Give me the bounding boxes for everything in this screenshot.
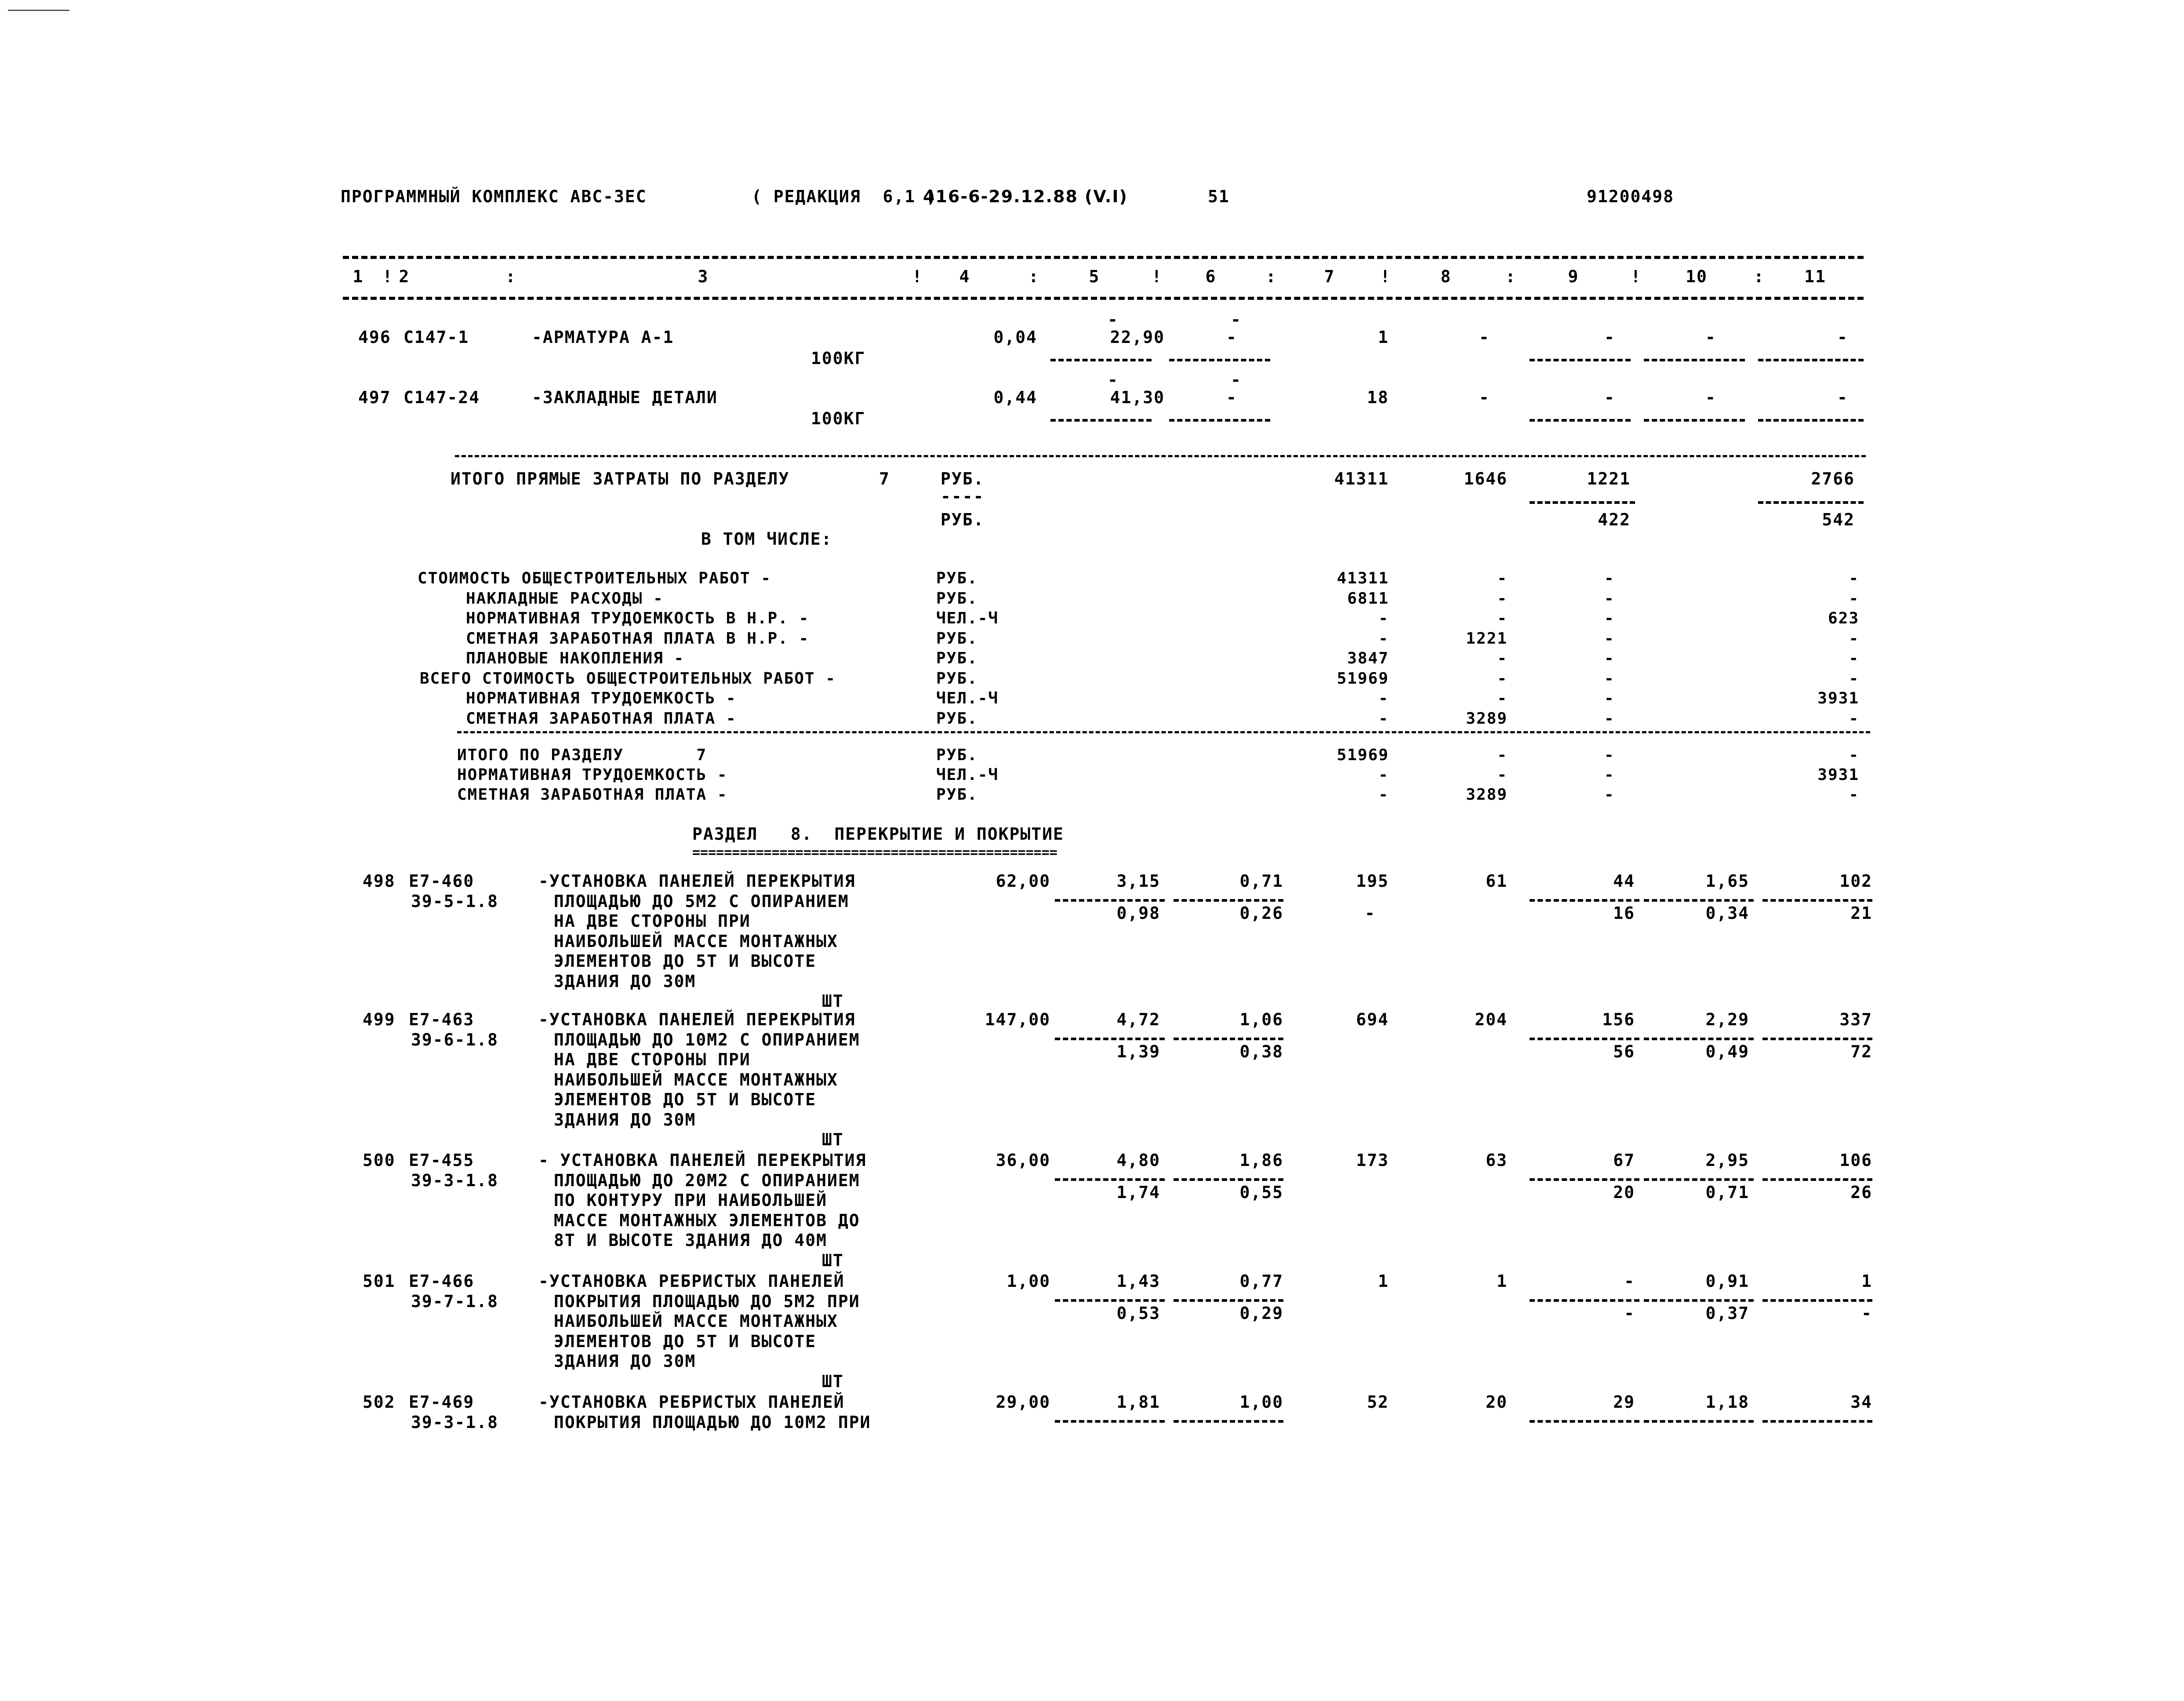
- column-header-8: 8: [1440, 267, 1452, 286]
- item-c10b: 0,71: [1705, 1183, 1749, 1202]
- item-c9: 29: [1613, 1392, 1635, 1412]
- breakdown-c7: 6811: [1347, 589, 1389, 608]
- breakdown-c8: 1221: [1466, 629, 1508, 648]
- item-underline: [1530, 1420, 1639, 1423]
- breakdown-c8: -: [1497, 609, 1508, 627]
- breakdown-unit: РУБ.: [936, 709, 978, 728]
- totals-unit2: РУБ.: [941, 510, 985, 529]
- material-c8: -: [1479, 388, 1490, 407]
- section-total-c8: 3289: [1466, 786, 1508, 804]
- item-c6: 1,00: [1239, 1392, 1283, 1412]
- item-c6b: 0,26: [1239, 903, 1283, 923]
- section-total-c9: -: [1604, 746, 1615, 764]
- item-c7: 694: [1356, 1010, 1389, 1029]
- breakdown-c11: -: [1849, 589, 1859, 608]
- item-description-line: -УСТАНОВКА РЕБРИСТЫХ ПАНЕЛЕЙ: [538, 1271, 845, 1291]
- column-header-5: 5: [1089, 267, 1100, 286]
- totals-unit-dash: ----: [941, 487, 985, 506]
- item-c8: 1: [1497, 1271, 1508, 1291]
- material-c8: -: [1479, 328, 1490, 347]
- section-total-unit: РУБ.: [936, 786, 978, 804]
- item-c6: 0,77: [1239, 1271, 1283, 1291]
- item-c5: 3,15: [1116, 871, 1160, 891]
- material-name: -АРМАТУРА А-1: [532, 328, 674, 347]
- material-unit: 100КГ: [811, 409, 866, 428]
- material-underline: [1644, 419, 1745, 422]
- column-separator: !: [912, 267, 923, 286]
- material-c6-value-dash: -: [1226, 328, 1237, 347]
- section-total-unit: ЧЕЛ.-Ч: [936, 766, 999, 784]
- breakdown-label: СТОИМОСТЬ ОБЩЕСТРОИТЕЛЬНЫХ РАБОТ -: [418, 569, 771, 587]
- material-c6-value-dash: -: [1226, 388, 1237, 407]
- breakdown-unit: РУБ.: [936, 669, 978, 688]
- item-unit: ШТ: [822, 1130, 844, 1149]
- totals-c11-underline: [1758, 501, 1864, 504]
- material-c9: -: [1604, 388, 1615, 407]
- item-underline: [1055, 1299, 1165, 1302]
- item-c5: 4,72: [1116, 1010, 1160, 1029]
- item-c5b: 1,74: [1116, 1183, 1160, 1202]
- document-number: 91200498: [1587, 187, 1675, 206]
- item-c11: 106: [1839, 1151, 1872, 1170]
- item-norm: 39-3-1.8: [411, 1170, 499, 1190]
- item-underline: [1055, 1038, 1165, 1040]
- breakdown-unit: РУБ.: [936, 629, 978, 648]
- item-c9: -: [1624, 1271, 1635, 1291]
- material-unit: 100КГ: [811, 349, 866, 368]
- item-c6: 1,86: [1239, 1151, 1283, 1170]
- breakdown-c9: -: [1604, 569, 1615, 587]
- item-description-line: ПО КОНТУРУ ПРИ НАИБОЛЬШЕЙ: [554, 1191, 827, 1210]
- item-description-line: МАССЕ МОНТАЖНЫХ ЭЛЕМЕНТОВ ДО: [554, 1210, 860, 1230]
- item-c10b: 0,49: [1705, 1042, 1749, 1061]
- item-c5b: 1,39: [1116, 1042, 1160, 1061]
- breakdown-c9: -: [1604, 669, 1615, 688]
- item-underline: [1530, 1038, 1639, 1040]
- item-description-line: -УСТАНОВКА РЕБРИСТЫХ ПАНЕЛЕЙ: [538, 1392, 845, 1412]
- breakdown-label: СМЕТНАЯ ЗАРАБОТНАЯ ПЛАТА -: [466, 709, 737, 728]
- material-underline: [1758, 419, 1864, 422]
- item-c7b: -: [1365, 903, 1376, 923]
- item-description-line: ЗДАНИЯ ДО 30М: [554, 1351, 696, 1371]
- material-underline: [1169, 359, 1270, 361]
- item-underline: [1055, 1420, 1165, 1423]
- breakdown-c9: -: [1604, 709, 1615, 728]
- item-description-line: НА ДВЕ СТОРОНЫ ПРИ: [554, 1050, 751, 1069]
- totals-c11: 2766: [1811, 469, 1855, 488]
- item-c11b: 72: [1850, 1042, 1872, 1061]
- item-underline: [1174, 1178, 1283, 1181]
- section-total-c7: -: [1378, 786, 1389, 804]
- handwritten-edition: 416-6-29.12.88 (V.I): [923, 187, 1128, 206]
- material-c5-dash: -: [1108, 310, 1119, 329]
- item-qty: 147,00: [985, 1010, 1050, 1029]
- section-total-c8: -: [1497, 766, 1508, 784]
- item-underline: [1174, 1299, 1283, 1302]
- item-underline: [1530, 899, 1639, 902]
- section-total-c11: -: [1849, 786, 1859, 804]
- breakdown-c11: 3931: [1817, 689, 1859, 707]
- breakdown-c9: -: [1604, 609, 1615, 627]
- breakdown-c11: -: [1849, 709, 1859, 728]
- totals-c11b: 542: [1822, 510, 1855, 529]
- material-c11: -: [1837, 328, 1848, 347]
- material-number: 496: [358, 328, 391, 347]
- section-total-c9: -: [1604, 766, 1615, 784]
- item-c11: 34: [1850, 1392, 1872, 1412]
- breakdown-c7: 51969: [1337, 669, 1389, 688]
- item-c8: 20: [1486, 1392, 1508, 1412]
- material-qty: 0,04: [993, 328, 1037, 347]
- column-separator: :: [1754, 267, 1765, 286]
- material-c5-dash: -: [1108, 370, 1119, 390]
- breakdown-c7: 3847: [1347, 649, 1389, 667]
- item-description-line: 8Т И ВЫСОТЕ ЗДАНИЯ ДО 40М: [554, 1231, 827, 1250]
- item-description-line: ЭЛЕМЕНТОВ ДО 5Т И ВЫСОТЕ: [554, 1331, 817, 1351]
- column-separator: !: [1152, 267, 1163, 286]
- header-bottom-rule: [343, 297, 1864, 300]
- material-qty: 0,44: [993, 388, 1037, 407]
- section-total-c11: -: [1849, 746, 1859, 764]
- section-total-top-rule: [457, 731, 1870, 733]
- item-underline: [1055, 1178, 1165, 1181]
- section-total-c7: 51969: [1337, 746, 1389, 764]
- breakdown-label: НОРМАТИВНАЯ ТРУДОЕМКОСТЬ В Н.Р. -: [466, 609, 810, 627]
- item-underline: [1644, 1420, 1754, 1423]
- item-unit: ШТ: [822, 991, 844, 1011]
- column-separator: :: [505, 267, 516, 286]
- item-description-line: -УСТАНОВКА ПАНЕЛЕЙ ПЕРЕКРЫТИЯ: [538, 1010, 856, 1029]
- material-c7: 18: [1367, 388, 1389, 407]
- column-header-9: 9: [1568, 267, 1579, 286]
- item-c10: 1,18: [1705, 1392, 1749, 1412]
- item-underline: [1762, 899, 1872, 902]
- item-qty: 36,00: [996, 1151, 1050, 1170]
- item-description-line: ПЛОЩАДЬЮ ДО 10М2 С ОПИРАНИЕМ: [554, 1030, 860, 1049]
- item-c10b: 0,34: [1705, 903, 1749, 923]
- program-name: ПРОГРАММНЫЙ КОМПЛЕКС АВС-3ЕС: [341, 187, 647, 206]
- column-header-10: 10: [1686, 267, 1708, 286]
- material-c10: -: [1705, 328, 1716, 347]
- section-total-c11: 3931: [1817, 766, 1859, 784]
- column-separator: !: [1380, 267, 1391, 286]
- item-c5: 1,81: [1116, 1392, 1160, 1412]
- item-c5: 4,80: [1116, 1151, 1160, 1170]
- material-price: 22,90: [1110, 328, 1165, 347]
- breakdown-unit: ЧЕЛ.-Ч: [936, 689, 999, 707]
- breakdown-c9: -: [1604, 649, 1615, 667]
- column-separator: !: [382, 267, 393, 286]
- totals-unit: РУБ.: [941, 469, 985, 488]
- totals-c8: 1646: [1464, 469, 1508, 488]
- item-number: 501: [363, 1271, 396, 1291]
- item-c7: 173: [1356, 1151, 1389, 1170]
- item-underline: [1055, 899, 1165, 902]
- item-norm: 39-7-1.8: [411, 1291, 499, 1311]
- item-c8: 63: [1486, 1151, 1508, 1170]
- item-c6b: 0,38: [1239, 1042, 1283, 1061]
- item-underline: [1530, 1178, 1639, 1181]
- page-number: 51: [1208, 187, 1230, 206]
- item-norm: 39-6-1.8: [411, 1030, 499, 1049]
- material-code: С147-1: [403, 328, 469, 347]
- item-underline: [1174, 1420, 1283, 1423]
- column-header-2: 2: [399, 267, 410, 286]
- item-c9: 44: [1613, 871, 1635, 891]
- breakdown-label: ПЛАНОВЫЕ НАКОПЛЕНИЯ -: [466, 649, 685, 667]
- item-norm: 39-5-1.8: [411, 891, 499, 911]
- item-c8: 204: [1475, 1010, 1508, 1029]
- header-top-rule: [343, 256, 1864, 259]
- item-unit: ШТ: [822, 1371, 844, 1391]
- item-c9: 156: [1602, 1010, 1635, 1029]
- item-underline: [1644, 899, 1754, 902]
- section8-underline: ==============================================: [692, 845, 1057, 860]
- item-c10: 2,29: [1705, 1010, 1749, 1029]
- breakdown-unit: ЧЕЛ.-Ч: [936, 609, 999, 627]
- breakdown-c9: -: [1604, 689, 1615, 707]
- item-c11b: 26: [1850, 1183, 1872, 1202]
- column-header-6: 6: [1205, 267, 1217, 286]
- material-underline: [1758, 359, 1864, 361]
- material-c6-dash: -: [1231, 370, 1242, 390]
- totals-label: ИТОГО ПРЯМЫЕ ЗАТРАТЫ ПО РАЗДЕЛУ: [451, 469, 790, 488]
- item-c6: 0,71: [1239, 871, 1283, 891]
- item-underline: [1174, 1038, 1283, 1040]
- item-description-line: ПОКРЫТИЯ ПЛОЩАДЬЮ ДО 5М2 ПРИ: [554, 1291, 860, 1311]
- edition: ( РЕДАКЦИЯ 6,1 ): [752, 187, 938, 206]
- section-total-label: НОРМАТИВНАЯ ТРУДОЕМКОСТЬ -: [457, 766, 728, 784]
- item-c11b: -: [1861, 1304, 1872, 1323]
- item-c10b: 0,37: [1705, 1304, 1749, 1323]
- material-underline: [1644, 359, 1745, 361]
- breakdown-c8: -: [1497, 589, 1508, 608]
- column-separator: :: [1266, 267, 1277, 286]
- breakdown-c7: -: [1378, 689, 1389, 707]
- column-separator: :: [1505, 267, 1516, 286]
- breakdown-unit: РУБ.: [936, 569, 978, 587]
- scan-corner-mark: [8, 10, 69, 11]
- item-c7: 195: [1356, 871, 1389, 891]
- item-description-line: ЗДАНИЯ ДО 30М: [554, 971, 696, 991]
- item-c7: 52: [1367, 1392, 1389, 1412]
- breakdown-unit: РУБ.: [936, 589, 978, 608]
- item-c11: 102: [1839, 871, 1872, 891]
- totals-c9: 1221: [1587, 469, 1631, 488]
- breakdown-c8: -: [1497, 649, 1508, 667]
- column-header-3: 3: [698, 267, 709, 286]
- item-description-line: - УСТАНОВКА ПАНЕЛЕЙ ПЕРЕКРЫТИЯ: [538, 1151, 867, 1170]
- material-underline: [1530, 359, 1631, 361]
- item-c6b: 0,55: [1239, 1183, 1283, 1202]
- item-underline: [1644, 1178, 1754, 1181]
- item-underline: [1530, 1299, 1639, 1302]
- section-total-c8: -: [1497, 746, 1508, 764]
- item-code: Е7-455: [409, 1151, 475, 1170]
- breakdown-label: НАКЛАДНЫЕ РАСХОДЫ -: [466, 589, 664, 608]
- item-description-line: НАИБОЛЬШЕЙ МАССЕ МОНТАЖНЫХ: [554, 931, 838, 951]
- item-c10: 1,65: [1705, 871, 1749, 891]
- item-description-line: НАИБОЛЬШЕЙ МАССЕ МОНТАЖНЫХ: [554, 1070, 838, 1089]
- breakdown-label: НОРМАТИВНАЯ ТРУДОЕМКОСТЬ -: [466, 689, 737, 707]
- material-c7: 1: [1378, 328, 1389, 347]
- material-underline: [1050, 359, 1152, 361]
- totals-c9b: 422: [1598, 510, 1631, 529]
- breakdown-c11: -: [1849, 569, 1859, 587]
- item-c9: 67: [1613, 1151, 1635, 1170]
- breakdown-c9: -: [1604, 589, 1615, 608]
- item-description-line: ПЛОЩАДЬЮ ДО 5М2 С ОПИРАНИЕМ: [554, 891, 849, 911]
- item-c9b: 20: [1613, 1183, 1635, 1202]
- item-c11b: 21: [1850, 903, 1872, 923]
- item-qty: 29,00: [996, 1392, 1050, 1412]
- breakdown-c8: -: [1497, 689, 1508, 707]
- breakdown-c11: -: [1849, 669, 1859, 688]
- breakdown-c9: -: [1604, 629, 1615, 648]
- item-c5b: 0,53: [1116, 1304, 1160, 1323]
- item-c11: 337: [1839, 1010, 1872, 1029]
- item-description-line: ЗДАНИЯ ДО 30М: [554, 1110, 696, 1129]
- breakdown-c7: -: [1378, 609, 1389, 627]
- item-description-line: ПОКРЫТИЯ ПЛОЩАДЬЮ ДО 10М2 ПРИ: [554, 1412, 871, 1432]
- item-code: Е7-466: [409, 1271, 475, 1291]
- item-underline: [1762, 1299, 1872, 1302]
- section-total-c7: -: [1378, 766, 1389, 784]
- totals-section-num: 7: [879, 469, 890, 488]
- item-description-line: ЭЛЕМЕНТОВ ДО 5Т И ВЫСОТЕ: [554, 1090, 817, 1109]
- section-total-c9: -: [1604, 786, 1615, 804]
- breakdown-c11: -: [1849, 649, 1859, 667]
- material-c10: -: [1705, 388, 1716, 407]
- material-code: С147-24: [403, 388, 480, 407]
- column-separator: !: [1631, 267, 1642, 286]
- item-code: Е7-469: [409, 1392, 475, 1412]
- material-c6-dash: -: [1231, 310, 1242, 329]
- item-norm: 39-3-1.8: [411, 1412, 499, 1432]
- breakdown-label: СМЕТНАЯ ЗАРАБОТНАЯ ПЛАТА В Н.Р. -: [466, 629, 810, 648]
- item-number: 500: [363, 1151, 396, 1170]
- column-header-11: 11: [1804, 267, 1826, 286]
- item-number: 502: [363, 1392, 396, 1412]
- material-underline: [1050, 419, 1152, 422]
- breakdown-c7: -: [1378, 629, 1389, 648]
- breakdown-c7: -: [1378, 709, 1389, 728]
- item-c5: 1,43: [1116, 1271, 1160, 1291]
- column-header-1: 1: [352, 267, 364, 286]
- material-c9: -: [1604, 328, 1615, 347]
- section-total-label: ИТОГО ПО РАЗДЕЛУ 7: [457, 746, 707, 764]
- section-total-label: СМЕТНАЯ ЗАРАБОТНАЯ ПЛАТА -: [457, 786, 728, 804]
- material-number: 497: [358, 388, 391, 407]
- item-underline: [1174, 899, 1283, 902]
- breakdown-c8: -: [1497, 669, 1508, 688]
- totals-c9-underline: [1530, 501, 1635, 504]
- material-price: 41,30: [1110, 388, 1165, 407]
- breakdown-c7: 41311: [1337, 569, 1389, 587]
- item-underline: [1644, 1299, 1754, 1302]
- material-c11: -: [1837, 388, 1848, 407]
- breakdown-unit: РУБ.: [936, 649, 978, 667]
- item-c6: 1,06: [1239, 1010, 1283, 1029]
- item-c11: 1: [1861, 1271, 1872, 1291]
- column-header-4: 4: [959, 267, 970, 286]
- item-description-line: НА ДВЕ СТОРОНЫ ПРИ: [554, 911, 751, 931]
- item-underline: [1762, 1420, 1872, 1423]
- breakdown-c11: 623: [1828, 609, 1859, 627]
- section8-title: РАЗДЕЛ 8. ПЕРЕКРЫТИЕ И ПОКРЫТИЕ: [692, 824, 1064, 844]
- item-c9b: 56: [1613, 1042, 1635, 1061]
- material-underline: [1530, 419, 1631, 422]
- including-label: В ТОМ ЧИСЛЕ:: [701, 529, 832, 549]
- item-qty: 1,00: [1007, 1271, 1050, 1291]
- column-header-7: 7: [1324, 267, 1335, 286]
- totals-c7: 41311: [1334, 469, 1389, 488]
- item-number: 499: [363, 1010, 396, 1029]
- item-description-line: ЭЛЕМЕНТОВ ДО 5Т И ВЫСОТЕ: [554, 951, 817, 971]
- item-c9b: -: [1624, 1304, 1635, 1323]
- item-underline: [1644, 1038, 1754, 1040]
- breakdown-label: ВСЕГО СТОИМОСТЬ ОБЩЕСТРОИТЕЛЬНЫХ РАБОТ -: [420, 669, 836, 688]
- item-unit: ШТ: [822, 1250, 844, 1270]
- breakdown-c8: 3289: [1466, 709, 1508, 728]
- item-c10: 2,95: [1705, 1151, 1749, 1170]
- item-c9b: 16: [1613, 903, 1635, 923]
- material-underline: [1169, 419, 1270, 422]
- item-c6b: 0,29: [1239, 1304, 1283, 1323]
- material-name: -ЗАКЛАДНЫЕ ДЕТАЛИ: [532, 388, 718, 407]
- item-description-line: НАИБОЛЬШЕЙ МАССЕ МОНТАЖНЫХ: [554, 1311, 838, 1331]
- item-number: 498: [363, 871, 396, 891]
- item-code: Е7-463: [409, 1010, 475, 1029]
- item-c5b: 0,98: [1116, 903, 1160, 923]
- item-code: Е7-460: [409, 871, 475, 891]
- totals-top-rule: [455, 455, 1866, 457]
- item-underline: [1762, 1178, 1872, 1181]
- item-description-line: -УСТАНОВКА ПАНЕЛЕЙ ПЕРЕКРЫТИЯ: [538, 871, 856, 891]
- item-c8: 61: [1486, 871, 1508, 891]
- item-c7: 1: [1378, 1271, 1389, 1291]
- section-total-unit: РУБ.: [936, 746, 978, 764]
- column-separator: :: [1028, 267, 1039, 286]
- item-description-line: ПЛОЩАДЬЮ ДО 20М2 С ОПИРАНИЕМ: [554, 1170, 860, 1190]
- breakdown-c11: -: [1849, 629, 1859, 648]
- item-qty: 62,00: [996, 871, 1050, 891]
- item-c10: 0,91: [1705, 1271, 1749, 1291]
- breakdown-c8: -: [1497, 569, 1508, 587]
- item-underline: [1762, 1038, 1872, 1040]
